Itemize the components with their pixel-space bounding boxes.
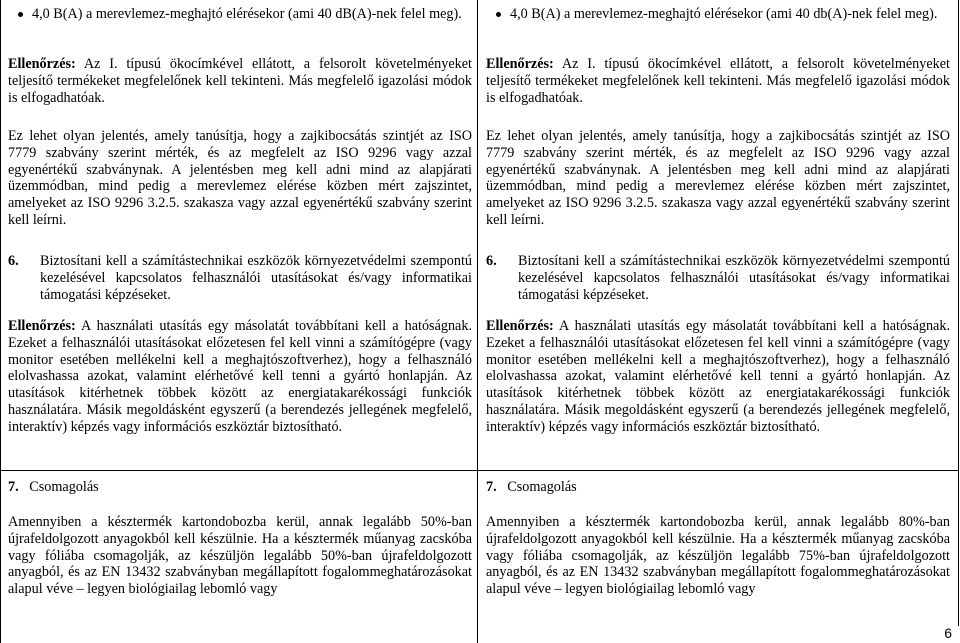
left-verification-2 bbox=[8, 318, 472, 436]
left-verification-2-text: A használati utasítás egy másolatát továbbítani kell a hatóságnak. Ezeket a felhasználói utasításokat előzetesen fel kell vinni a számítógépre (vagy monitor esetében mellékelni kell a meghajtószoftverhez), hogy a felhasználó elolvashassa azokat, valamint elérhetővé kell tenni a gyártó honlapján. Az utasítások kitérhetnek többek között az energiatakarékossági funkciók használatára. Másik megoldásként egyszerű (a berendezés jellegének megfelelő, interaktív) képzés vagy információs eszköztár biztosítható. bbox=[8, 318, 472, 435]
left-item-7-number: 7. bbox=[8, 479, 19, 495]
right-item-7-title: Csomagolás bbox=[507, 479, 577, 495]
left-noise-bullet: 4,0 B(A) a merevlemez-meghajtó elérésekor (ami 40 dB(A)-nek felel meg). bbox=[12, 6, 472, 23]
left-verification-1-text: Az I. típusú ökocímkével ellátott, a felsorolt követelményeket teljesítő termékeket megfelelőnek kell tekinteni. Más megfelelő igazolási módok is elfogadhatóak. bbox=[8, 56, 472, 106]
left-bullet-block bbox=[12, 6, 472, 23]
left-item-6-text: Biztosítani kell a számítástechnikai eszközök környezetvédelmi szempontú kezelésével kapcsolatos felhasználói utasításokat és/vagy informatikai támogatási képzéseket. bbox=[40, 253, 472, 303]
table-border-right bbox=[958, 0, 959, 626]
left-packaging-text: Amennyiben a késztermék kartondobozba kerül, annak legalább 50%-ban újrafeldolgozott anyagokból kell készülnie. Ha a késztermék műanyag zacskóba vagy fóliába csomagolják, az készüljön legalább 50%-ban újrafeldolgozott anyagból, és az EN 13432 szabványban megállapított fogalommeghatározásokat alapul véve – legyen biológiailag lebomló vagy bbox=[8, 514, 472, 598]
right-verification-1 bbox=[486, 56, 950, 106]
right-item-6-number: 6. bbox=[486, 253, 497, 269]
right-verification-1-text: Az I. típusú ökocímkével ellátott, a felsorolt követelményeket teljesítő termékeket megfelelőnek kell tekinteni. Más megfelelő igazolási módok is elfogadhatóak. bbox=[486, 56, 950, 106]
right-packaging-paragraph bbox=[486, 514, 950, 598]
right-item-7-number: 7. bbox=[486, 479, 497, 495]
right-noise-bullet: 4,0 B(A) a merevlemez-meghajtó elérésekor (ami 40 db(A)-nek felel meg). bbox=[490, 6, 950, 23]
right-verification-1-label: Ellenőrzés: bbox=[486, 56, 554, 72]
right-bullet-block bbox=[490, 6, 950, 23]
left-item-6-number: 6. bbox=[8, 253, 19, 269]
left-packaging-paragraph bbox=[8, 514, 472, 598]
right-item-7-heading bbox=[486, 479, 950, 496]
left-report-text: Ez lehet olyan jelentés, amely tanúsítja, hogy a zajkibocsátás szintjét az ISO 7779 szabvány szerint mérték, és az megfelelt az ISO 9296 vagy azzal egyenértékű szabványnak. A jelentésben meg kell adni mind az alapjárati üzemmódban, mind pedig a merevlemez elérése közben mért zajszintet, amelyeket az ISO 9296 3.2.5. szakasza vagy azzal egyenértékű szabvány szerint kell leírni. bbox=[8, 128, 472, 228]
right-verification-2-text: A használati utasítás egy másolatát továbbítani kell a hatóságnak. Ezeket a felhasználói utasításokat előzetesen fel kell vinni a számítógépre (vagy monitor esetében mellékelni kell a meghajtószoftverhez), hogy a felhasználó elolvashassa azokat, valamint elérhetővé kell tenni a gyártó honlapján. Az utasítások kitérhetnek többek között az energiatakarékossági funkciók használatára. Másik megoldásként egyszerű (a berendezés jellegének megfelelő, interaktív) képzés vagy információs eszköztár biztosítható. bbox=[486, 318, 950, 435]
right-verification-2 bbox=[486, 318, 950, 436]
table-column-divider bbox=[477, 0, 478, 643]
right-item-6 bbox=[486, 253, 950, 303]
left-verification-1-label: Ellenőrzés: bbox=[8, 56, 76, 72]
right-verification-2-label: Ellenőrzés: bbox=[486, 318, 554, 334]
left-item-6 bbox=[8, 253, 472, 303]
right-item-6-text: Biztosítani kell a számítástechnikai eszközök környezetvédelmi szempontú kezelésével kapcsolatos felhasználói utasításokat és/vagy informatikai támogatási képzéseket. bbox=[518, 253, 950, 303]
right-report-paragraph bbox=[486, 128, 950, 229]
page-number: 6 bbox=[944, 625, 952, 641]
left-verification-1 bbox=[8, 56, 472, 106]
left-item-7-heading bbox=[8, 479, 472, 496]
table-border-left bbox=[0, 0, 1, 643]
left-report-paragraph bbox=[8, 128, 472, 229]
right-report-text: Ez lehet olyan jelentés, amely tanúsítja, hogy a zajkibocsátás szintjét az ISO 7779 szabvány szerint mérték, és az megfelelt az ISO 9296 vagy azzal egyenértékű szabványnak. A jelentésben meg kell adni mind az alapjárati üzemmódban, mind pedig a merevlemez elérése közben mért zajszintet, amelyeket az ISO 9296 3.2.5. szakasza vagy azzal egyenértékű szabvány szerint kell leírni. bbox=[486, 128, 950, 228]
right-packaging-text: Amennyiben a késztermék kartondobozba kerül, annak legalább 80%-ban újrafeldolgozott anyagokból kell készülnie. Ha a késztermék műanyag zacskóba vagy fóliába csomagolják, az készüljön legalább 75%-ban újrafeldolgozott anyagból, és az EN 13432 szabványban megállapított fogalommeghatározásokat alapul véve – legyen biológiailag lebomló vagy bbox=[486, 514, 950, 598]
left-verification-2-label: Ellenőrzés: bbox=[8, 318, 76, 334]
left-item-7-title: Csomagolás bbox=[29, 479, 99, 495]
table-row-divider bbox=[0, 470, 959, 471]
